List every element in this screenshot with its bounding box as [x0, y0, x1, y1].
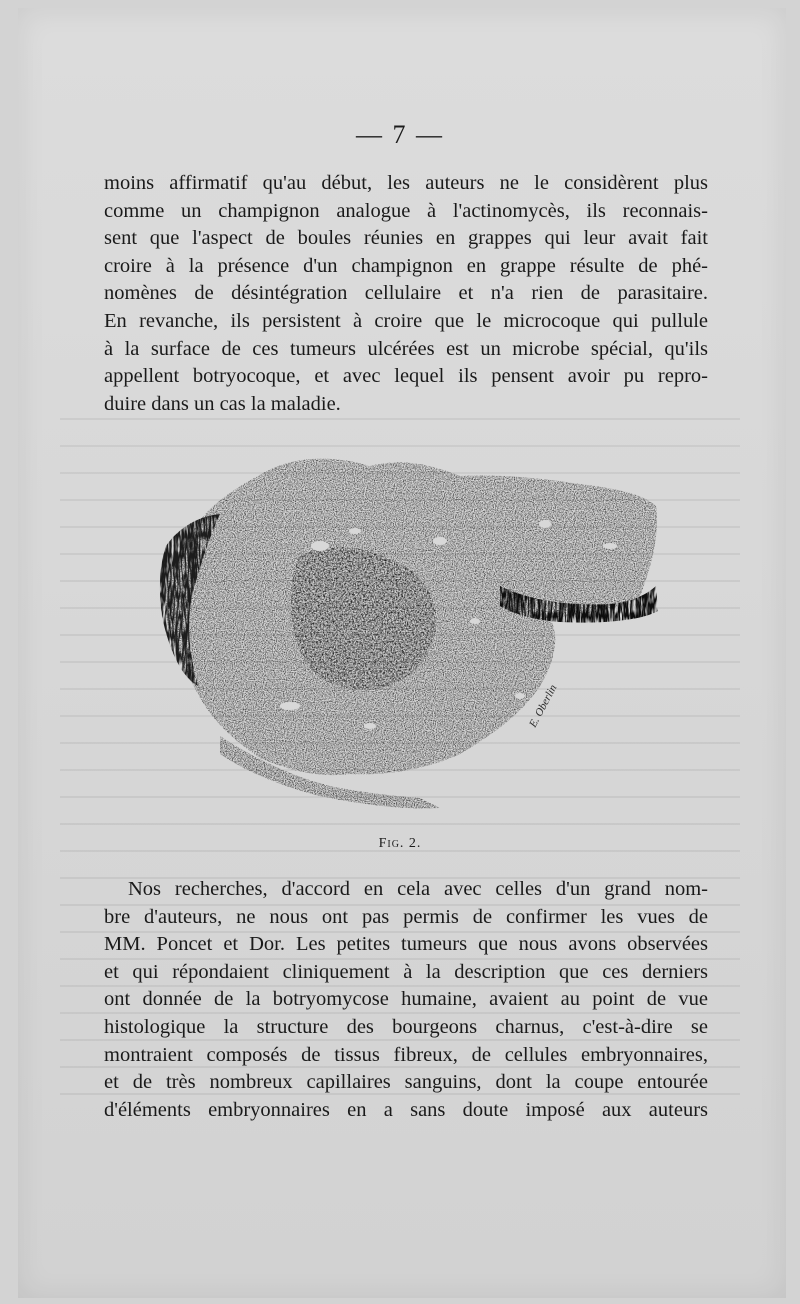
text-line: comme un champignon analogue à l'actinomycès, ils reconnais-: [104, 199, 708, 222]
text-line: et qui répondaient cliniquement à la description que ces derniers: [104, 960, 708, 983]
artist-signature: E. Oberlin: [527, 682, 560, 730]
text-line: En revanche, ils persistent à croire que le microcoque qui pullule: [104, 309, 708, 332]
text-line: duire dans un cas la maladie.: [104, 392, 341, 415]
text-line: bre d'auteurs, ne nous ont pas permis de confirmer les vues de: [104, 905, 708, 928]
paragraph-bottom: [104, 876, 708, 1124]
page-number: — 7 —: [356, 120, 444, 149]
text-line: d'éléments embryonnaires en a sans doute imposé aux auteurs: [104, 1098, 708, 1121]
text-line: sent que l'aspect de boules réunies en grappes qui leur avait fait: [104, 227, 708, 250]
text-line: à la surface de ces tumeurs ulcérées est un microbe spécial, qu'ils: [104, 337, 708, 360]
text-line: nomènes de désintégration cellulaire et n'a rien de parasitaire.: [104, 282, 708, 305]
text-line: moins affirmatif qu'au début, les auteurs ne le considèrent plus: [104, 172, 708, 194]
text-line: Nos recherches, d'accord en cela avec celles d'un grand nom-: [128, 878, 708, 900]
text-line: MM. Poncet et Dor. Les petites tumeurs que nous avons observées: [104, 933, 708, 956]
text-line: montraient composés de tissus fibreux, de cellules embryonnaires,: [104, 1043, 708, 1066]
text-line: et de très nombreux capillaires sanguins, dont la coupe entourée: [104, 1071, 708, 1094]
histology-figure: [140, 436, 670, 826]
text-line: appellent botryocoque, et avec lequel ils pensent avoir pu repro-: [104, 365, 708, 388]
figure-caption: Fig. 2.: [378, 836, 422, 851]
paragraph-top: [104, 170, 708, 418]
text-line: croire à la présence d'un champignon en grappe résulte de phé-: [104, 254, 708, 277]
text-line: histologique la structure des bourgeons charnus, c'est-à-dire se: [104, 1015, 708, 1038]
text-line: ont donnée de la botryomycose humaine, avaient au point de vue: [104, 988, 708, 1011]
